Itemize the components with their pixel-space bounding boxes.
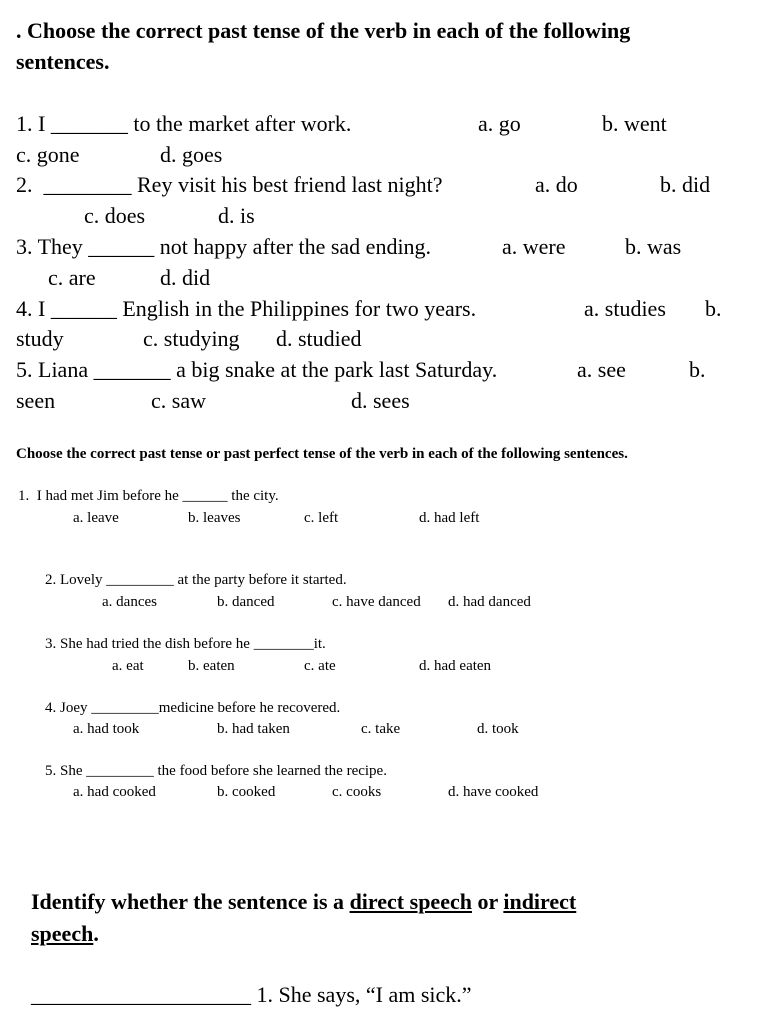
part2-q2-option-b: b. danced xyxy=(217,594,275,610)
part3-heading-or: or xyxy=(471,889,504,914)
indirect-term: indirect xyxy=(503,889,577,914)
part1-q5-option-c: c. saw xyxy=(151,388,206,413)
part2-q2-option-d: d. had danced xyxy=(448,594,531,610)
part3-heading-line1 xyxy=(31,886,576,918)
part1-q4-option-d: d. studied xyxy=(276,326,362,351)
speech-term: speech xyxy=(31,921,94,946)
part3-heading-period: . xyxy=(93,921,99,946)
part2-q3-option-a: a. eat xyxy=(112,658,144,674)
part2-q3-stem: 3. She had tried the dish before he ________it. xyxy=(45,636,326,652)
part2-q5-option-b: b. cooked xyxy=(217,784,276,800)
part2-q2-option-a: a. dances xyxy=(102,594,157,610)
part2-q3-option-b: b. eaten xyxy=(188,658,235,674)
part1-q1-stem: 1. I _______ to the market after work. xyxy=(16,111,352,136)
part2-q1-option-c: c. left xyxy=(304,510,339,526)
part1-q4-stem: 4. I ______ English in the Philippines for two years. xyxy=(16,296,477,321)
part2-q1-stem: 1. I had met Jim before he ______ the city. xyxy=(18,488,279,504)
part1-q1-option-b: b. went xyxy=(602,111,667,136)
part1-q3-stem: 3. They ______ not happy after the sad ending. xyxy=(16,234,432,259)
part1-heading-line2: sentences. xyxy=(16,49,110,74)
part1-q5-option-d: d. sees xyxy=(351,388,410,413)
part2-q3-option-c: c. ate xyxy=(304,658,336,674)
part1-q5-stem: 5. Liana _______ a big snake at the park last Saturday. xyxy=(16,357,498,382)
part1-q1-option-c: c. gone xyxy=(16,142,80,167)
part1-q5-option-b-continued: seen xyxy=(16,388,56,413)
part3-q1 xyxy=(31,980,472,1010)
part2-q2-option-c: c. have danced xyxy=(332,594,421,610)
part1-q2-option-c: c. does xyxy=(84,203,146,228)
part2-q5-option-d: d. have cooked xyxy=(448,784,539,800)
part1-q4-option-b: b. xyxy=(705,296,722,321)
part2-q4-option-a: a. had took xyxy=(73,721,140,737)
part3-heading-line2 xyxy=(31,918,99,950)
part2-q4-option-d: d. took xyxy=(477,721,519,737)
part2-q3-option-d: d. had eaten xyxy=(419,658,492,674)
part1-q2-option-d: d. is xyxy=(218,203,255,228)
part1-q3-option-b: b. was xyxy=(625,234,682,259)
part2-q4-stem: 4. Joey _________medicine before he recovered. xyxy=(45,700,341,716)
part2-q1-option-d: d. had left xyxy=(419,510,480,526)
part1-q5-option-a: a. see xyxy=(577,357,626,382)
part2-q1-option-a: a. leave xyxy=(73,510,119,526)
part1-q3-option-d: d. did xyxy=(160,265,211,290)
part1-q3-option-a: a. were xyxy=(502,234,566,259)
part1-heading-line1: . Choose the correct past tense of the verb in each of the following xyxy=(16,18,631,43)
part3-heading-text: Identify whether the sentence is a xyxy=(31,889,350,914)
part2-q5-stem: 5. She _________ the food before she learned the recipe. xyxy=(45,763,387,779)
part2-heading: Choose the correct past tense or past perfect tense of the verb in each of the following sentences. xyxy=(16,446,628,462)
part1-q4-option-c: c. studying xyxy=(143,326,240,351)
part2-q1-option-b: b. leaves xyxy=(188,510,241,526)
part1-q2-option-b: b. did xyxy=(660,172,711,197)
part1-q2-stem: 2. ________ Rey visit his best friend last night? xyxy=(16,172,443,197)
part3-q1-answer-blank[interactable]: ____________________ xyxy=(31,982,251,1007)
part2-q2-stem: 2. Lovely _________ at the party before it started. xyxy=(45,572,347,588)
part1-q4-option-b-continued: study xyxy=(16,326,64,351)
direct-speech-term: direct speech xyxy=(349,889,472,914)
part1-q2-option-a: a. do xyxy=(535,172,578,197)
part2-q4-option-c: c. take xyxy=(361,721,401,737)
part1-q3-option-c: c. are xyxy=(48,265,96,290)
part1-q4-option-a: a. studies xyxy=(584,296,666,321)
part1-q1-option-d: d. goes xyxy=(160,142,223,167)
part1-q1-option-a: a. go xyxy=(478,111,521,136)
part2-q4-option-b: b. had taken xyxy=(217,721,290,737)
part1-q5-option-b: b. xyxy=(689,357,706,382)
part2-q5-option-a: a. had cooked xyxy=(73,784,156,800)
part3-q1-text: 1. She says, “I am sick.” xyxy=(251,982,472,1007)
part2-q5-option-c: c. cooks xyxy=(332,784,382,800)
